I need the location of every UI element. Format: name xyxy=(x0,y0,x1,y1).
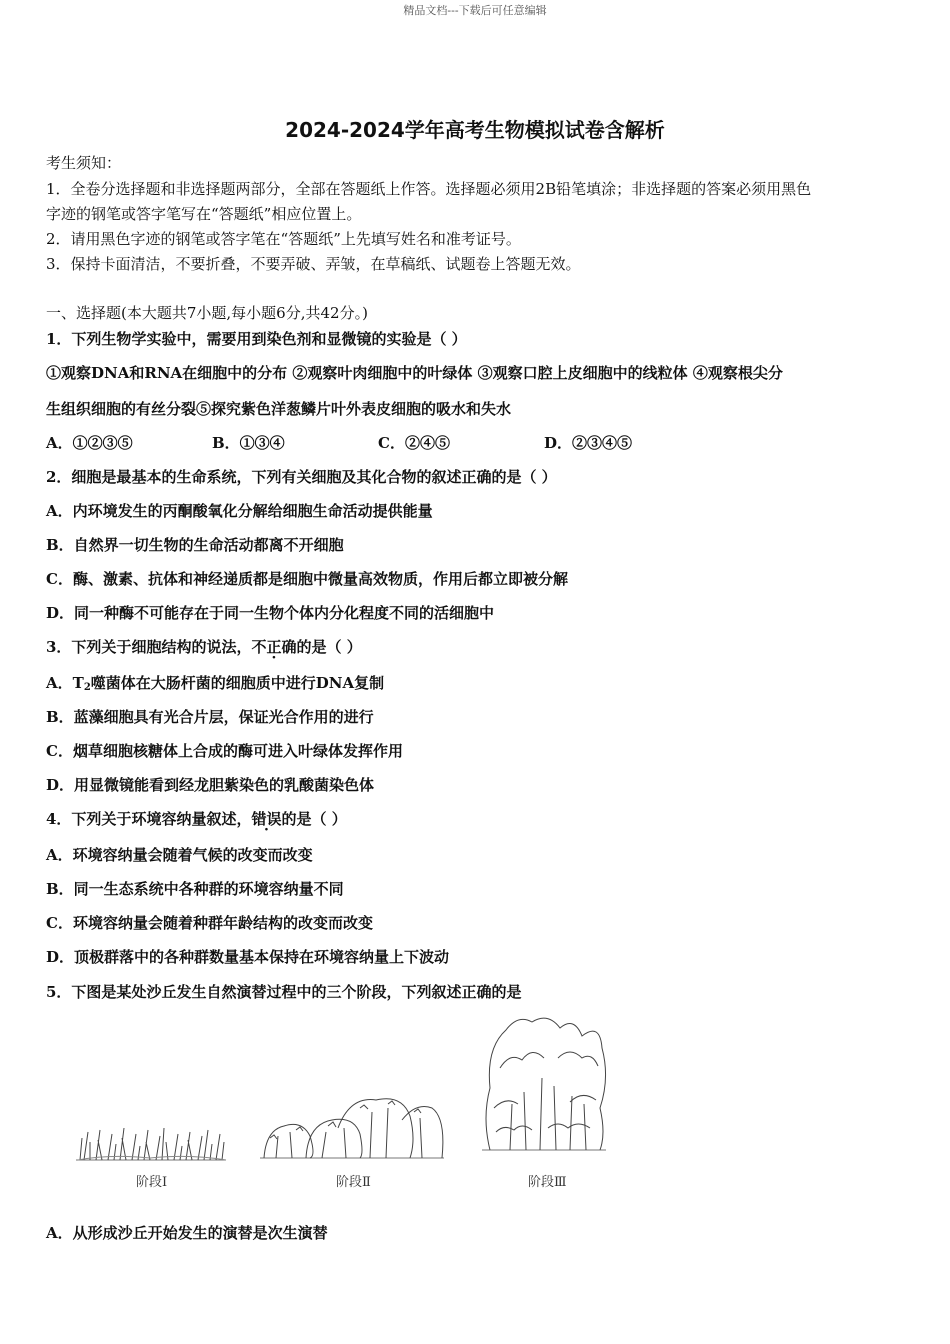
option-a-subscript: 2 xyxy=(83,682,91,693)
question-5-stem: 5．下图是某处沙丘发生自然演替过程中的三个阶段，下列叙述正确的是 xyxy=(46,983,522,1001)
option-b[interactable]: B．①③④ xyxy=(212,434,285,452)
question-1-items-line-1: ①观察DNA和RNA在细胞中的分布 ②观察叶肉细胞中的叶绿体 ③观察口腔上皮细胞中的线粒体 ④观察根尖分 xyxy=(46,364,783,382)
question-3-option-d[interactable]: D．用显微镜能看到经龙胆紫染色的乳酸菌染色体 xyxy=(46,776,375,794)
stage-3-label: 阶段Ⅲ xyxy=(528,1175,567,1190)
question-3-stem xyxy=(46,636,910,657)
notice-item-1-line-1: 1．全卷分选择题和非选择题两部分，全部在答题纸上作答。选择题必须用2B铅笔填涂；非选择题的答案必须用黑色 xyxy=(46,180,812,198)
stage-3-forest-illustration xyxy=(482,1018,606,1150)
question-3-option-c[interactable]: C．烟草细胞核糖体上合成的酶可进入叶绿体发挥作用 xyxy=(46,742,403,760)
question-4-option-b[interactable]: B．同一生态系统中各种群的环境容纳量不同 xyxy=(46,880,344,898)
question-2-option-a[interactable]: A．内环境发生的丙酮酸氧化分解给细胞生命活动提供能量 xyxy=(46,502,433,520)
notice-item-1-line-2: 字迹的钢笔或答字笔写在“答题纸”相应位置上。 xyxy=(46,205,362,223)
option-a[interactable]: A．①②③⑤ xyxy=(46,434,133,452)
option-a-text: 噬菌体在大肠杆菌的细胞质中进行DNA复制 xyxy=(90,674,385,692)
notice-heading: 考生须知： xyxy=(46,154,122,172)
notice-item-3: 3．保持卡面清洁，不要折叠，不要弄破、弄皱，在草稿纸、试题卷上答题无效。 xyxy=(46,255,581,273)
header-note: 精品文档---下载后可任意编辑 xyxy=(403,4,547,17)
question-4-stem xyxy=(46,808,910,829)
question-1-stem: 1．下列生物学实验中，需要用到染色剂和显微镜的实验是（ ） xyxy=(46,330,467,348)
stage-1-grass-illustration xyxy=(76,1128,226,1160)
notice-item-2: 2．请用黑色字迹的钢笔或答字笔在“答题纸”上先填写姓名和准考证号。 xyxy=(46,230,521,248)
option-c[interactable]: C．②④⑤ xyxy=(378,434,450,452)
option-d[interactable]: D．②③④⑤ xyxy=(544,434,633,452)
question-4-option-a[interactable]: A．环境容纳量会随着气候的改变而改变 xyxy=(46,846,313,864)
question-2-option-c[interactable]: C．酶、激素、抗体和神经递质都是细胞中微量高效物质，作用后都立即被分解 xyxy=(46,570,568,588)
question-4-stem-after: 的是（ ） xyxy=(281,810,347,828)
stage-2-label: 阶段Ⅱ xyxy=(336,1175,371,1190)
question-4-emphasis: 错误 xyxy=(251,810,282,828)
question-3-option-b[interactable]: B．蓝藻细胞具有光合片层，保证光合作用的进行 xyxy=(46,708,374,726)
question-3-stem-after: 的是（ ） xyxy=(296,638,362,656)
question-4-stem-before: 4．下列关于环境容纳量叙述， xyxy=(46,810,252,828)
question-1-options xyxy=(46,432,910,453)
question-2-option-d[interactable]: D．同一种酶不可能存在于同一生物个体内分化程度不同的活细胞中 xyxy=(46,604,495,622)
question-2-option-b[interactable]: B．自然界一切生物的生命活动都离不开细胞 xyxy=(46,536,344,554)
page-title: 2024-2024学年高考生物模拟试卷含解析 xyxy=(285,118,665,142)
question-4-option-d[interactable]: D．顶极群落中的各种群数量基本保持在环境容纳量上下波动 xyxy=(46,948,450,966)
question-4-option-c[interactable]: C．环境容纳量会随着种群年龄结构的改变而改变 xyxy=(46,914,373,932)
section-heading: 一、选择题(本大题共7小题,每小题6分,共42分。) xyxy=(46,304,368,322)
question-5-option-a[interactable]: A．从形成沙丘开始发生的演替是次生演替 xyxy=(46,1224,328,1242)
succession-figure xyxy=(70,1008,620,1193)
stage-2-shrub-illustration xyxy=(260,1099,444,1158)
question-3-option-a[interactable] xyxy=(46,672,910,693)
question-2-stem: 2．细胞是最基本的生命系统，下列有关细胞及其化合物的叙述正确的是（ ） xyxy=(46,468,557,486)
question-1-items-line-2: 生组织细胞的有丝分裂⑤探究紫色洋葱鳞片叶外表皮细胞的吸水和失水 xyxy=(46,400,512,418)
option-a-prefix: A．T xyxy=(46,674,84,692)
stage-1-label: 阶段Ⅰ xyxy=(136,1175,168,1190)
question-3-emphasis: 不正确 xyxy=(251,638,297,656)
question-3-stem-before: 3．下列关于细胞结构的说法， xyxy=(46,638,252,656)
